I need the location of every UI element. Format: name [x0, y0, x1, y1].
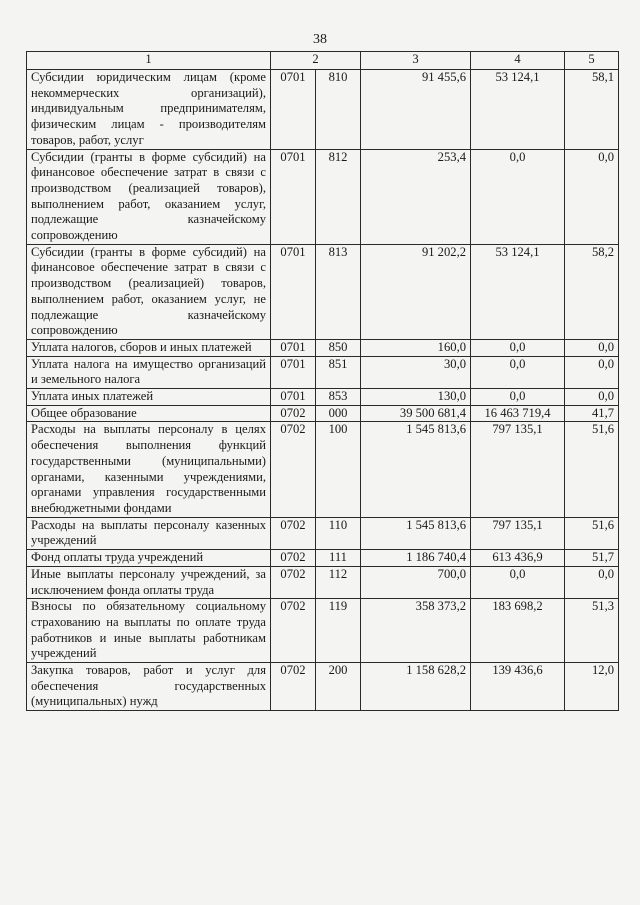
planned-amount: 358 373,2	[361, 599, 471, 663]
table-row	[27, 422, 619, 517]
budget-table	[26, 51, 619, 711]
row-name: Уплата иных платежей	[27, 389, 271, 406]
table-row	[27, 517, 619, 549]
actual-amount: 0,0	[471, 356, 565, 388]
planned-amount: 30,0	[361, 356, 471, 388]
expense-type-code: 853	[316, 389, 361, 406]
actual-amount: 0,0	[471, 339, 565, 356]
planned-amount: 1 545 813,6	[361, 422, 471, 517]
planned-amount: 91 202,2	[361, 244, 471, 339]
row-name: Общее образование	[27, 405, 271, 422]
completion-percent: 51,6	[565, 517, 619, 549]
actual-amount: 613 436,9	[471, 550, 565, 567]
completion-percent: 58,1	[565, 70, 619, 150]
header-row	[27, 52, 619, 70]
expense-type-code: 810	[316, 70, 361, 150]
table-row	[27, 339, 619, 356]
section-code: 0702	[271, 550, 316, 567]
completion-percent: 0,0	[565, 389, 619, 406]
actual-amount: 53 124,1	[471, 70, 565, 150]
planned-amount: 1 545 813,6	[361, 517, 471, 549]
table-row	[27, 566, 619, 598]
column-header: 2	[271, 52, 361, 70]
row-name: Расходы на выплаты персоналу в целях обеспечения выполнения функций государственными (муниципальными) органами, казенными учреждениями, органами управления государственными внебюджетными фондами	[27, 422, 271, 517]
column-header: 4	[471, 52, 565, 70]
page-number: 38	[313, 32, 327, 47]
expense-type-code: 111	[316, 550, 361, 567]
section-code: 0701	[271, 149, 316, 244]
planned-amount: 91 455,6	[361, 70, 471, 150]
completion-percent: 0,0	[565, 339, 619, 356]
row-name: Уплата налога на имущество организаций и земельного налога	[27, 356, 271, 388]
completion-percent: 51,6	[565, 422, 619, 517]
row-name: Субсидии юридическим лицам (кроме некоммерческих организаций), индивидуальным предпринимателям, физическим лицам - производителям товаров, работ, услуг	[27, 70, 271, 150]
completion-percent: 41,7	[565, 405, 619, 422]
expense-type-code: 119	[316, 599, 361, 663]
column-header: 3	[361, 52, 471, 70]
expense-type-code: 812	[316, 149, 361, 244]
table-row	[27, 244, 619, 339]
completion-percent: 0,0	[565, 356, 619, 388]
section-code: 0701	[271, 339, 316, 356]
actual-amount: 797 135,1	[471, 517, 565, 549]
row-name: Взносы по обязательному социальному страхованию на выплаты по оплате труда работников и иные выплаты работникам учреждений	[27, 599, 271, 663]
section-code: 0701	[271, 244, 316, 339]
expense-type-code: 100	[316, 422, 361, 517]
table-row	[27, 149, 619, 244]
actual-amount: 0,0	[471, 389, 565, 406]
column-header: 1	[27, 52, 271, 70]
row-name: Фонд оплаты труда учреждений	[27, 550, 271, 567]
completion-percent: 12,0	[565, 663, 619, 711]
planned-amount: 253,4	[361, 149, 471, 244]
table-row	[27, 599, 619, 663]
section-code: 0702	[271, 599, 316, 663]
table-row	[27, 663, 619, 711]
section-code: 0702	[271, 566, 316, 598]
actual-amount: 797 135,1	[471, 422, 565, 517]
section-code: 0702	[271, 663, 316, 711]
expense-type-code: 813	[316, 244, 361, 339]
row-name: Субсидии (гранты в форме субсидий) на финансовое обеспечение затрат в связи с производством (реализацией товаров), выполнением работ, оказанием услуг, подлежащие казначейскому сопровождению	[27, 149, 271, 244]
table-row	[27, 405, 619, 422]
section-code: 0701	[271, 389, 316, 406]
actual-amount: 53 124,1	[471, 244, 565, 339]
planned-amount: 1 186 740,4	[361, 550, 471, 567]
expense-type-code: 851	[316, 356, 361, 388]
column-header: 5	[565, 52, 619, 70]
row-name: Расходы на выплаты персоналу казенных учреждений	[27, 517, 271, 549]
planned-amount: 700,0	[361, 566, 471, 598]
table-row	[27, 70, 619, 150]
row-name: Иные выплаты персоналу учреждений, за исключением фонда оплаты труда	[27, 566, 271, 598]
section-code: 0701	[271, 70, 316, 150]
planned-amount: 39 500 681,4	[361, 405, 471, 422]
section-code: 0701	[271, 356, 316, 388]
completion-percent: 0,0	[565, 149, 619, 244]
row-name: Закупка товаров, работ и услуг для обеспечения государственных (муниципальных) нужд	[27, 663, 271, 711]
planned-amount: 1 158 628,2	[361, 663, 471, 711]
expense-type-code: 112	[316, 566, 361, 598]
section-code: 0702	[271, 422, 316, 517]
completion-percent: 51,7	[565, 550, 619, 567]
table-row	[27, 550, 619, 567]
planned-amount: 160,0	[361, 339, 471, 356]
planned-amount: 130,0	[361, 389, 471, 406]
completion-percent: 0,0	[565, 566, 619, 598]
actual-amount: 139 436,6	[471, 663, 565, 711]
row-name: Субсидии (гранты в форме субсидий) на финансовое обеспечение затрат в связи с производством (реализацией) товаров, выполнением работ, оказанием услуг, не подлежащие казначейскому сопровождению	[27, 244, 271, 339]
expense-type-code: 850	[316, 339, 361, 356]
actual-amount: 0,0	[471, 566, 565, 598]
table-row	[27, 356, 619, 388]
expense-type-code: 200	[316, 663, 361, 711]
completion-percent: 58,2	[565, 244, 619, 339]
expense-type-code: 000	[316, 405, 361, 422]
expense-type-code: 110	[316, 517, 361, 549]
actual-amount: 183 698,2	[471, 599, 565, 663]
section-code: 0702	[271, 517, 316, 549]
table-row	[27, 389, 619, 406]
actual-amount: 0,0	[471, 149, 565, 244]
actual-amount: 16 463 719,4	[471, 405, 565, 422]
row-name: Уплата налогов, сборов и иных платежей	[27, 339, 271, 356]
section-code: 0702	[271, 405, 316, 422]
completion-percent: 51,3	[565, 599, 619, 663]
